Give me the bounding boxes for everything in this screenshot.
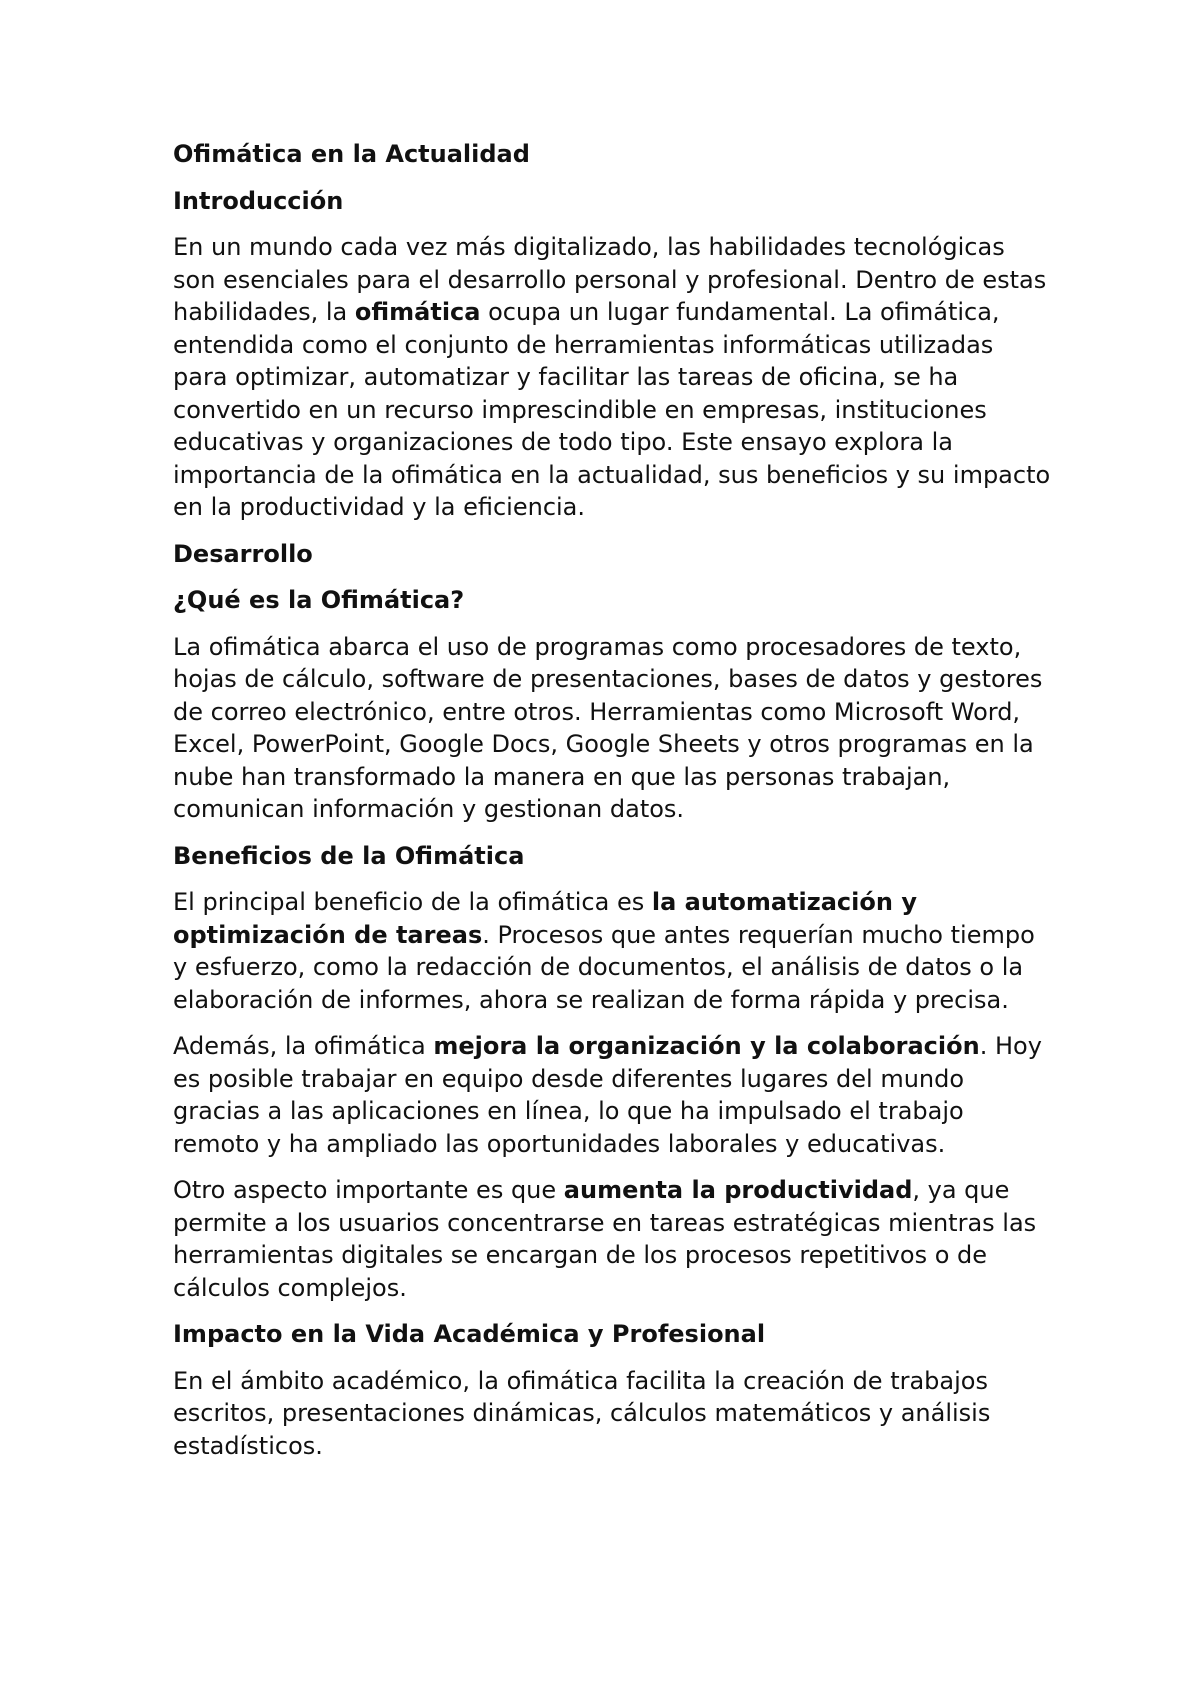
- beneficios-p3-bold: aumenta la productividad: [563, 1176, 913, 1204]
- beneficios-p1-text-c: . Procesos que antes requerían mucho tiempo y esfuerzo, como la redacción de documentos, el análisis de datos o la elaboración de informes, ahora se realizan de forma rápida y precisa.: [173, 920, 1035, 1014]
- impacto-paragraph: En el ámbito académico, la ofimática facilita la creación de trabajos escritos, presentaciones dinámicas, cálculos matemáticos y análisis estadísticos.: [173, 1366, 991, 1460]
- document-page: [173, 138, 1053, 1476]
- beneficios-paragraph-2: [173, 1030, 1053, 1160]
- beneficios-paragraph-3: [173, 1174, 1053, 1304]
- intro-text-c: ocupa un lugar fundamental. La ofimática, entendida como el conjunto de herramientas informáticas utilizadas para optimizar, automatizar y facilitar las tareas de oficina, se ha convertido en un recurso imprescindible en empresas, instituciones educativas y organizaciones de todo tipo. Este ensayo explora la importancia de la ofimática en la actualidad, sus beneficios y su impacto en la productividad y la eficiencia.: [173, 298, 1051, 521]
- beneficios-p3-text-a: Otro aspecto importante es que: [173, 1176, 564, 1204]
- que-es-heading: ¿Qué es la Ofimática?: [173, 586, 465, 614]
- intro-heading: Introducción: [173, 186, 344, 215]
- intro-bold-ofimatica: ofimática: [354, 298, 481, 326]
- beneficios-heading: Beneficios de la Ofimática: [173, 841, 525, 870]
- beneficios-p2-bold: mejora la organización y la colaboración: [433, 1032, 980, 1060]
- beneficios-p1-text-a: El principal beneficio de la ofimática es: [173, 888, 652, 916]
- beneficios-p2-text-a: Además, la ofimática: [173, 1032, 434, 1060]
- que-es-paragraph: La ofimática abarca el uso de programas como procesadores de texto, hojas de cálculo, software de presentaciones, bases de datos y gestores de correo electrónico, entre otros. Herramientas como Microsoft Word, Excel, PowerPoint, Google Docs, Google Sheets y otros programas en la nube han transformado la manera en que las personas trabajan, comunican información y gestionan datos.: [173, 632, 1043, 823]
- intro-paragraph: [173, 231, 1053, 524]
- beneficios-paragraph-1: [173, 886, 1053, 1016]
- document-title: Ofimática en la Actualidad: [173, 140, 530, 168]
- impacto-heading: Impacto en la Vida Académica y Profesional: [173, 1320, 766, 1348]
- beneficios-p2-text-c: . Hoy es posible trabajar en equipo desde diferentes lugares del mundo gracias a las aplicaciones en línea, lo que ha impulsado el trabajo remoto y ha ampliado las oportunidades laborales y educativas.: [173, 1032, 1042, 1158]
- intro-text-a: En un mundo cada vez más digitalizado, las habilidades tecnológicas son esenciales para el desarrollo personal y profesional. Dentro de estas habilidades, la: [173, 233, 1047, 326]
- beneficios-p3-text-c: , ya que permite a los usuarios concentrarse en tareas estratégicas mientras las herramientas digitales se encargan de los procesos repetitivos o de cálculos complejos.: [173, 1176, 1037, 1302]
- beneficios-p1-bold: la automatización y optimización de tareas: [173, 888, 917, 949]
- desarrollo-heading: Desarrollo: [173, 539, 313, 568]
